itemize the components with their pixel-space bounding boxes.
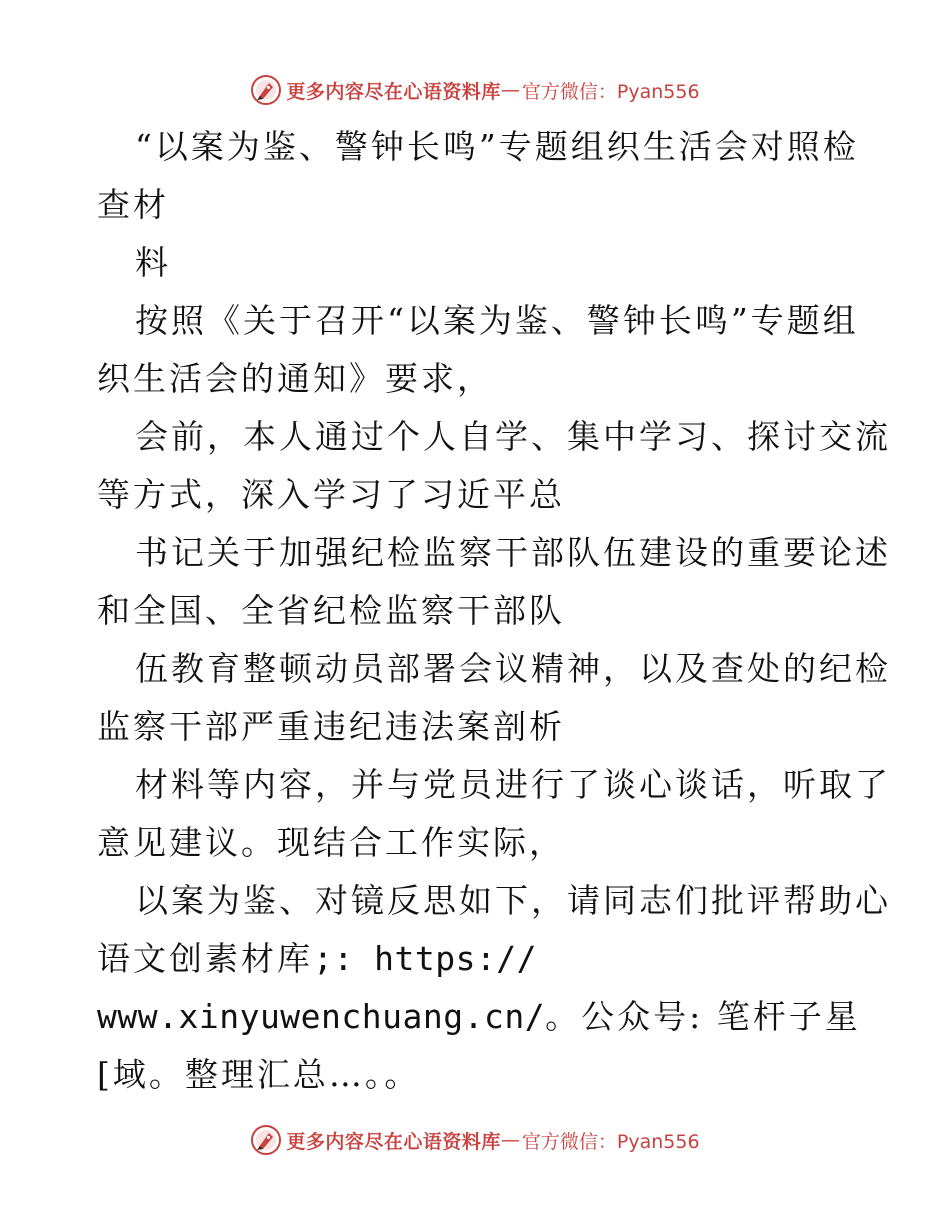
source-url-prefix: ;: https://	[313, 939, 538, 978]
paragraph-line	[97, 930, 857, 988]
banner-separator: —	[500, 1129, 520, 1151]
document-body	[97, 118, 891, 1104]
document-title-line: 查材	[97, 185, 169, 224]
paragraph-line: 会前，本人通过个人自学、集中学习、探讨交流	[135, 417, 891, 456]
pen-nib-logo-icon	[250, 74, 282, 106]
document-title-line: 料	[135, 243, 171, 282]
document-title-line: “以案为鉴、警钟长鸣”专题组织生活会对照检	[135, 127, 859, 166]
paragraph-line	[97, 988, 861, 1046]
paragraph-line: 按照《关于召开“以案为鉴、警钟长鸣”专题组	[135, 301, 859, 340]
source-url-link[interactable]: www.xinyuwenchuang.cn/	[97, 997, 546, 1036]
public-account-text: 。公众号: 笔杆子星	[545, 997, 861, 1036]
source-site-name: 语文创素材库	[97, 939, 313, 978]
banner-account-text: 官方微信：Pyan556	[521, 80, 700, 103]
paragraph-line: 意见建议。现结合工作实际，	[97, 823, 565, 862]
paragraph-line: 和全国、全省纪检监察干部队	[97, 591, 565, 630]
pen-nib-logo-icon	[250, 1124, 282, 1156]
banner-separator: —	[500, 79, 520, 101]
paragraph-line: [域。整理汇总…。。	[97, 1055, 421, 1094]
banner-brand-text: 更多内容尽在心语资料库	[286, 80, 501, 103]
paragraph-line: 以案为鉴、对镜反思如下，请同志们批评帮助心	[135, 881, 891, 920]
paragraph-line: 监察干部严重违纪违法案剖析	[97, 707, 565, 746]
paragraph-line: 材料等内容，并与党员进行了谈心谈话，听取了	[135, 765, 891, 804]
footer-watermark-banner	[0, 1120, 950, 1160]
paragraph-line: 等方式，深入学习了习近平总	[97, 475, 565, 514]
paragraph-line: 伍教育整顿动员部署会议精神，以及查处的纪检	[135, 649, 891, 688]
paragraph-line: 织生活会的通知》要求，	[97, 359, 493, 398]
header-watermark-banner	[0, 70, 950, 110]
paragraph-line: 书记关于加强纪检监察干部队伍建设的重要论述	[135, 533, 891, 572]
banner-account-text: 官方微信：Pyan556	[521, 1130, 700, 1153]
banner-brand-text: 更多内容尽在心语资料库	[286, 1130, 501, 1153]
